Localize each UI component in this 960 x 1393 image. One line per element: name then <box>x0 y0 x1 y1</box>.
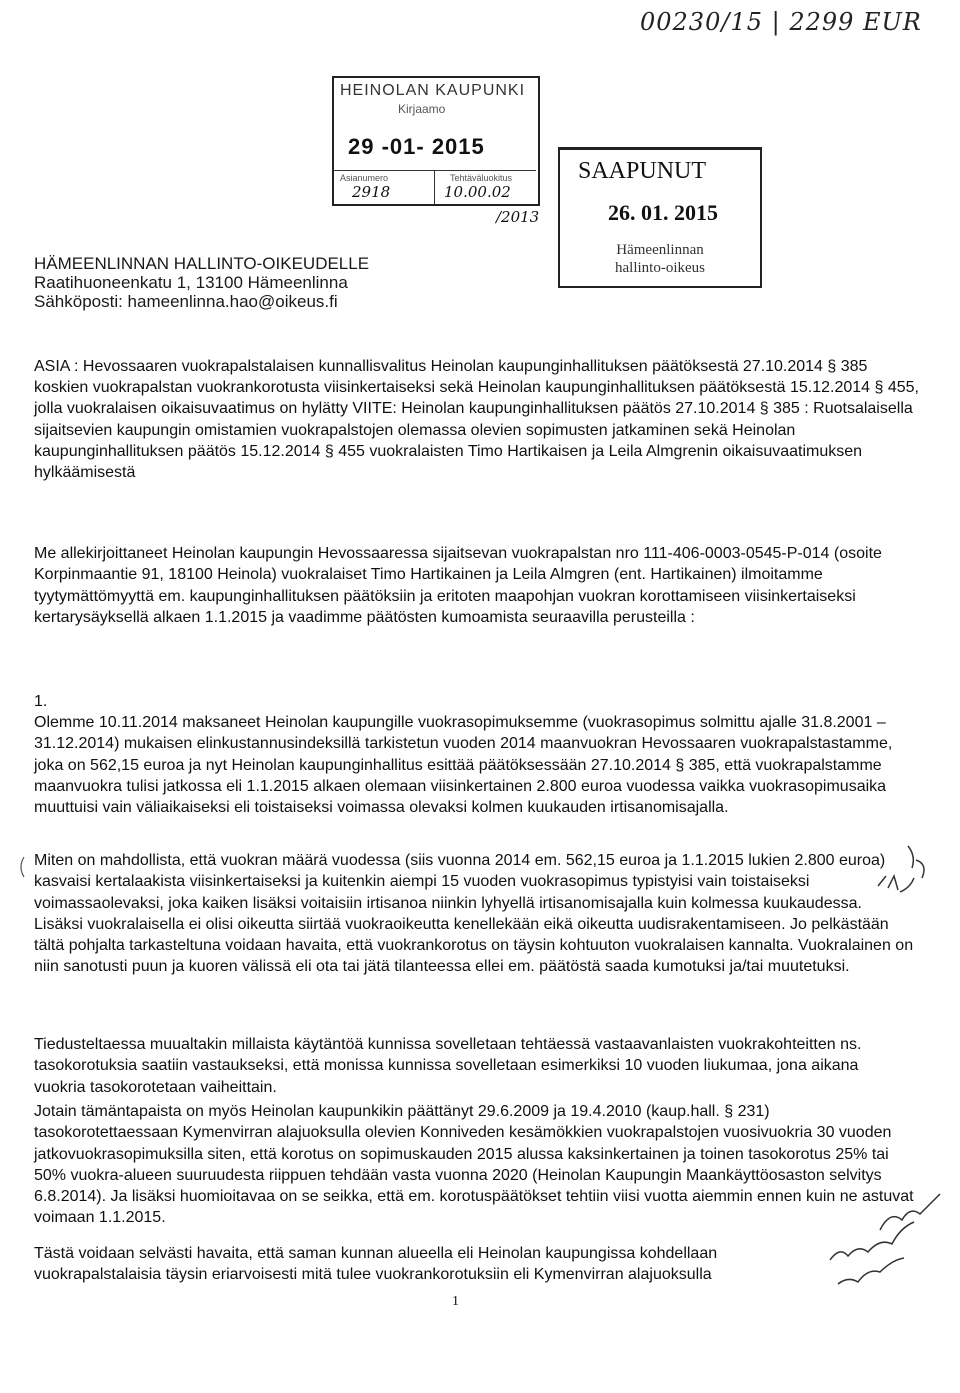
case-number-value: 2918 <box>352 183 391 201</box>
court-stamp-line2: hallinto-oikeus <box>615 260 705 276</box>
received-stamp-date: 29 -01- 2015 <box>348 134 485 159</box>
action-code-box <box>434 170 536 205</box>
case-number-box <box>334 170 435 205</box>
recipient-address <box>34 254 369 311</box>
received-stamp-title: HEINOLAN KAUPUNKI <box>340 82 526 99</box>
paragraph-5-text: Tästä voidaan selvästi havaita, että saman kunnan alueella eli Heinolan kaupungissa kohdellaan vuokrapalstalaisia täysin eriarvoisesti mitä tulee vuokrankorotuksiin eli Kymenvirran alajuoksulla <box>34 1245 718 1284</box>
paragraph-4-text: Jotain tämäntapaista on myös Heinolan kaupunkikin päättänyt 29.6.2009 ja 19.4.2010 (kaup.hall. § 231) tasokorotettaessaan Kymenvirran alajuoksulla olevien Konniveden kesämökkien vuokrapalstojen vuosivuokria 30 vuoden jatkovuokrasopimuksilla siten, että korotus on sopimuskauden 2015 alussa kaksinkertainen ja toinen tasokorotus 25% tai 50% vuokra-alueen suuruudesta riippuen tehdään vasta vuonna 2020 (Heinolan Kaupungin Maankäyttöosaston selvitys 6.8.2014). Ja lisäksi huomioitavaa on se seikka, että em. korotuspäätökset tehtiin viisi vuotta aiemmin ennen kuin ne astuvat voimaan 1.1.2015. <box>34 1103 914 1227</box>
action-code-label: Tehtäväluokitus <box>450 173 513 183</box>
margin-scribble-right <box>860 840 950 910</box>
intro-text: Me allekirjoittaneet Heinolan kaupungin Hevossaaressa sijaitsevan vuokrapalstan nro 111-406-0003-0545-P-014 (osoite Korpinmaantie 91, 18100 Heinola) vuokralaiset Timo Hartikainen ja Leila Almgren (ent. Hartikainen) ilmoitamme tyytymättömyyttä em. kaupunginhallituksen päätöksiin ja eritoten maapohjan vuokran korottamiseen viisinkertaiseksi kertarysäyksellä alkaen 1.1.2015 ja vaadimme päätösten kumoamista seuraavilla perusteilla : <box>34 545 882 626</box>
paragraph-2 <box>34 850 914 978</box>
paragraph-3 <box>34 1034 914 1098</box>
paragraph-1 <box>34 712 914 818</box>
recipient-line3: Sähköposti: hameenlinna.hao@oikeus.fi <box>34 292 338 311</box>
action-code-value: 10.00.02 <box>444 183 511 201</box>
section-number <box>34 691 914 712</box>
paragraph-5 <box>34 1243 824 1286</box>
court-stamp-date: 26. 01. 2015 <box>608 200 718 225</box>
court-stamp <box>558 147 762 288</box>
recipient-line2: Raatihuoneenkatu 1, 13100 Hämeenlinna <box>34 273 348 292</box>
handwritten-reference: 00230/15 | 2299 EUR <box>640 8 922 36</box>
subject-text: ASIA : Hevossaaren vuokrapalstalaisen kunnallisvalitus Heinolan kaupunginhallituksen päätöksestä 27.10.2014 § 385 koskien vuokrapalstan vuokrankorotusta viisinkertaiseksi sekä Heinolan kaupunginhallituksen päätöksestä 15.12.2014 § 455, jolla vuokralaisen oikaisuvaatimus on hylätty VIITE: Heinolan kaupunginhallituksen päätös 27.10.2014 § 385 : Ruotsalaisella sijaitsevien kaupungin omistamien vuokrapalstojen olemassa olevien sopimusten jatkaminen sekä Heinolan kaupunginhallituksen päätös 15.12.2014 § 455 vuokralaisten Timo Hartikaisen ja Leila Almgrenin oikaisuvaatimuksen hylkäämisestä <box>34 358 919 482</box>
paragraph-1-text: Olemme 10.11.2014 maksaneet Heinolan kaupungille vuokrasopimuksemme (vuokrasopimus solmittu ajalle 31.8.2001 – 31.12.2014) mukaisen elinkustannusindeksillä tarkistetun vuoden 2014 maanvuokran Hevossaaren vuokrapalstastamme, joka on 562,15 euroa ja nyt Heinolan kaupunginhallitus esittää päätöksessään 27.10.2014 § 385, että vuokrapalstamme maanvuokra tulisi jatkossa eli 1.1.2015 alkaen olemaan viisinkertainen 2.800 euroa vuodessa vaikka vuokrasopimusaika muuttuisi vain väliaikaiseksi eli toistaiseksi voimassa olevaksi kolmen kuukauden irtisanomisajalla. <box>34 714 893 817</box>
case-number-label: Asianumero <box>340 173 389 183</box>
received-stamp <box>332 76 540 206</box>
recipient-line1: HÄMEENLINNAN HALLINTO-OIKEUDELLE <box>34 254 370 273</box>
margin-scribble-bottom <box>810 1190 960 1300</box>
paragraph-2-text: Miten on mahdollista, että vuokran määrä vuodessa (siis vuonna 2014 em. 562,15 euroa ja 1.1.2015 lukien 2.800 euroa) kasvaisi kertalaakista viisinkertaiseksi ja kuitenkin aiempi 15 vuoden vuokrasopimus typistyisi vain toistaiseksi voimassaolevaksi, joka kaiken lisäksi voitaisiin irtisanoa niinkin lyhyellä irtisanomisajalla kuin kolmessa kuukaudessa. Lisäksi vuokralaisella ei olisi oikeutta siirtää vuokraoikeutta kenellekään eikä oikeutta uudisrakentamiseen. Jo pelkästään tältä pohjalta tarkasteltuna voidaan havaita, että vuokrankorotus on täysin kohtuuton vuokralaisen kannalta. Vuokralainen on niin sanotusti puun ja kuoren välissä eli ota tai jätä tilanteessa ellei em. päätöstä saada kumotuksi ja/tai muutetuksi. <box>34 852 914 976</box>
court-stamp-title: SAAPUNUT <box>578 158 707 184</box>
court-stamp-line1: Hämeenlinnan <box>616 242 704 258</box>
paragraph-4 <box>34 1101 914 1229</box>
received-stamp-subtitle: Kirjaamo <box>398 102 446 116</box>
subject-block <box>34 356 922 483</box>
section-number-text: 1. <box>34 693 48 710</box>
received-stamp-extra: /2013 <box>496 208 540 226</box>
paragraph-3-text: Tiedusteltaessa muualtakin millaista käytäntöä kunnissa sovelletaan tehtäessä vastaavanlaisten vuokrakohteitten ns. tasokorotuksia saatiin vastaukseksi, että monissa kunnissa sovelletaan esimerkiksi 10 vuoden liukumaa, jona aikana vuokria tasokorotetaan vaiheittain. <box>34 1036 862 1096</box>
intro-paragraph <box>34 543 914 628</box>
page-number: 1 <box>452 1294 459 1309</box>
margin-mark-left <box>16 855 28 879</box>
